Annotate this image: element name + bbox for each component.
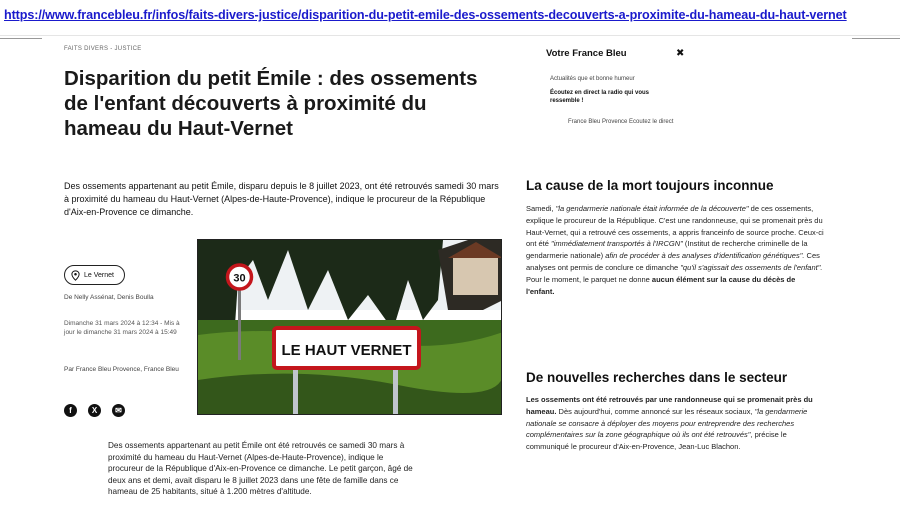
article-byline: De Nelly Assénat, Denis Boulla bbox=[64, 294, 154, 301]
breadcrumb[interactable]: FAITS DIVERS - JUSTICE bbox=[64, 46, 142, 52]
broadcast-icon[interactable]: ✖ bbox=[676, 48, 685, 59]
section-heading: La cause de la mort toujours inconnue bbox=[526, 178, 774, 193]
speed-limit-value: 30 bbox=[233, 272, 246, 285]
facebook-share-icon[interactable]: f bbox=[64, 404, 77, 417]
map-pin-icon bbox=[71, 270, 80, 281]
article-lede: Des ossements appartenant au petit Émile, disparu depuis le 8 juillet 2023, ont été retrouvés samedi 30 mars à proximité du hameau du Haut-Vernet (Alpes-de-Haute-Provence), indique le procureur de la République d'Aix-en-Provence ce dimanche. bbox=[64, 181, 499, 217]
share-bar bbox=[64, 404, 125, 417]
page-url-link[interactable]: https://www.francebleu.fr/infos/faits-divers-justice/disparition-du-petit-emile-des-ossements-decouverts-a-proximite-du-hameau-du-haut-vernet bbox=[4, 8, 847, 22]
section-paragraph: Samedi, "la gendarmerie nationale était informée de la découverte" de ces ossements, explique le procureur de la République. C'est une randonneuse, qui se promenait près du Haut-Vernet, qui a retrouvé ces ossements, a appris franceinfo de source proche. Ceux-ci ont été "immédiatement transportés à l'IRCGN" (Institut de recherche criminelle de la gendarmerie nationale) afin de procéder à des analyses d'identification génétiques". Ces analyses ont permis de conclure ce dimanche "qu'il s'agissait des ossements de l'enfant". Pour le moment, le parquet ne donne aucun élément sur la cause du décès de l'enfant. bbox=[526, 204, 824, 296]
divider bbox=[0, 38, 42, 39]
section-heading: De nouvelles recherches dans le secteur bbox=[526, 370, 788, 385]
divider bbox=[852, 38, 900, 39]
article-source: Par France Bleu Provence, France Bleu bbox=[64, 366, 179, 373]
location-label: Le Vernet bbox=[84, 271, 114, 279]
article-headline: Disparition du petit Émile : des ossements de l'enfant découverts à proximité du hameau du Haut-Vernet bbox=[64, 67, 478, 140]
article-photo bbox=[197, 239, 502, 415]
article-body: Des ossements appartenant au petit Émile ont été retrouvés ce samedi 30 mars à proximité du hameau du Haut-Vernet (Alpes-de-Haute-Provence), indique le procureur de la République d'Aix-en-Provence ce dimanche. Le petit garçon, âgé de deux ans et demi, avait disparu le 8 juillet 2023 dans une fête de famille dans ce hameau de 25 habitants, situé à 1.200 mètres d'altitude. bbox=[108, 441, 413, 496]
village-sign-photo bbox=[198, 240, 502, 415]
email-share-icon[interactable]: ✉ bbox=[112, 404, 125, 417]
village-sign-text: LE HAUT VERNET bbox=[281, 342, 412, 359]
local-station-widget bbox=[546, 48, 716, 125]
address-bar[interactable] bbox=[0, 0, 900, 36]
widget-tagline: Actualités que et bonne humeur bbox=[550, 76, 635, 82]
location-tag[interactable] bbox=[64, 265, 125, 285]
article-dates: Dimanche 31 mars 2024 à 12:34 - Mis à jour le dimanche 31 mars 2024 à 15:49 bbox=[64, 320, 180, 336]
widget-cta[interactable]: Écoutez en direct la radio qui vous ressemble ! bbox=[550, 90, 650, 104]
x-share-icon[interactable]: X bbox=[88, 404, 101, 417]
widget-title: Votre France Bleu bbox=[546, 48, 627, 59]
widget-station[interactable]: France Bleu Provence Ecoutez le direct bbox=[568, 119, 674, 125]
section-paragraph: Les ossements ont été retrouvés par une randonneuse qui se promenait près du hameau. Dès aujourd'hui, comme annoncé sur les réseaux sociaux, "la gendarmerie nationale se consacre à déployer des moyens pour entreprendre des recherches complémentaires sur la zone géographique où ils ont été retrouvés", précise le communiqué le procureur d'Aix-en-Provence, Jean-Luc Blachon. bbox=[526, 395, 813, 452]
